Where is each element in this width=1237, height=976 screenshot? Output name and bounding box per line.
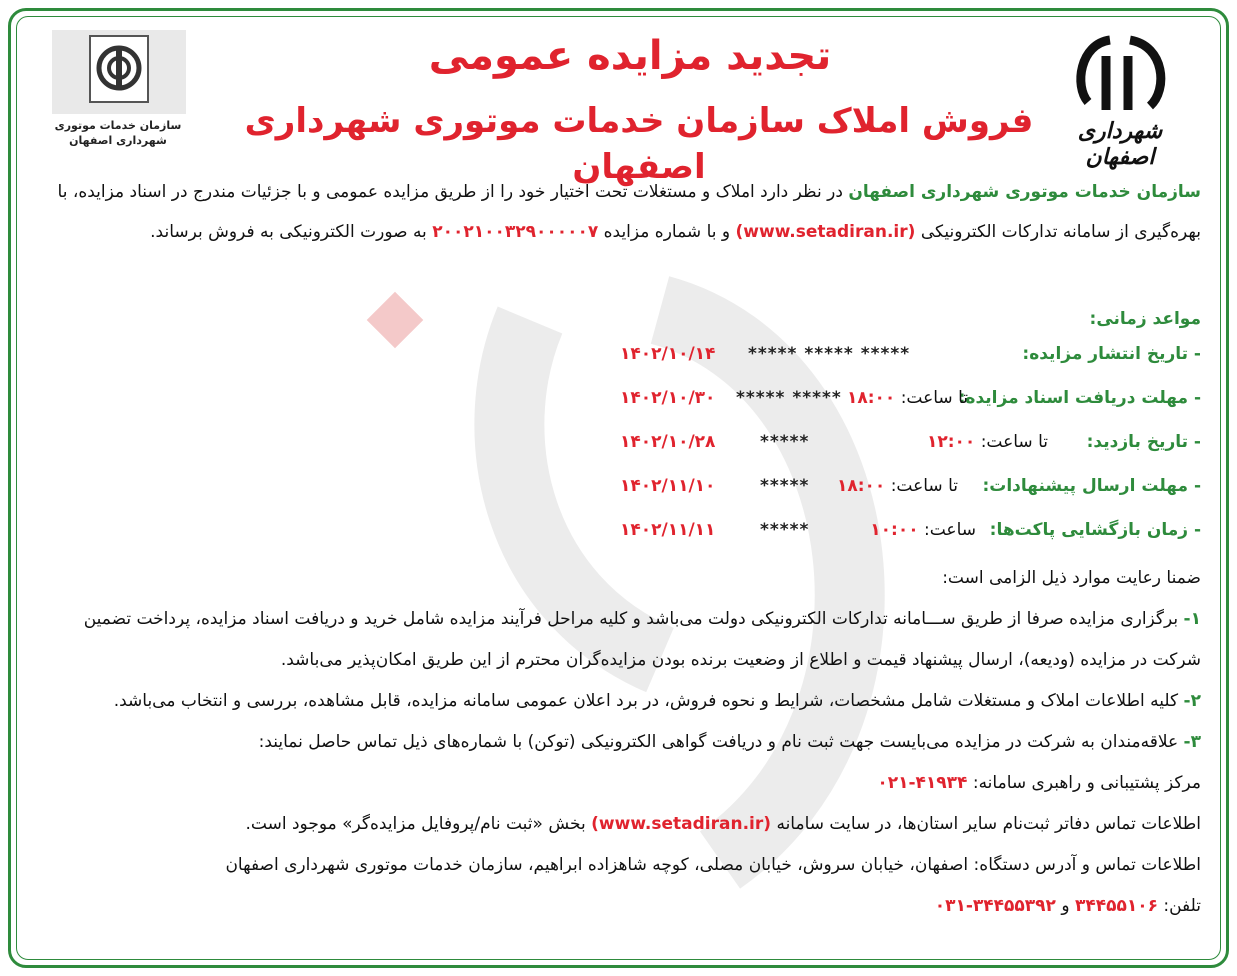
schedule-date-proposals: ۱۴۰۲/۱۱/۱۰ xyxy=(620,476,716,496)
left-logo-caption-line2: شهرداری اصفهان xyxy=(69,134,167,147)
website-link[interactable]: (www.setadiran.ir) xyxy=(735,222,916,242)
schedule-heading: مواعد زمانی: xyxy=(1089,309,1201,329)
intro-paragraph xyxy=(36,172,1201,252)
schedule-stars-documents: ***** ***** xyxy=(736,388,842,408)
schedule-label-opening: - زمان بازگشایی پاکت‌ها: xyxy=(989,520,1201,540)
schedule-date-publish: ۱۴۰۲/۱۰/۱۴ xyxy=(620,344,716,364)
schedule-time-visit: تا ساعت: ۱۲:۰۰ xyxy=(926,432,1048,452)
schedule-date-opening: ۱۴۰۲/۱۱/۱۱ xyxy=(620,520,716,540)
schedule-time-documents: تا ساعت: ۱۸:۰۰ xyxy=(846,388,968,408)
contact-site-link[interactable]: (www.setadiran.ir) xyxy=(591,814,772,834)
schedule-time-proposals: تا ساعت: ۱۸:۰۰ xyxy=(836,476,958,496)
notes-intro: ضمنا رعایت موارد ذیل الزامی است: xyxy=(942,568,1201,588)
intro-text-2: و با شماره مزایده xyxy=(598,222,736,242)
right-logo-caption: شهرداری اصفهان xyxy=(1077,118,1163,170)
support-phone: ۴۱۹۳۴-۰۲۱ xyxy=(877,773,968,793)
notice-subtitle: فروش املاک سازمان خدمات موتوری شهرداری اصفهان xyxy=(244,101,1034,187)
left-logo xyxy=(52,30,186,114)
schedule-stars-publish: ***** ***** ***** xyxy=(748,344,911,364)
note-item-2: ۲- کلیه اطلاعات املاک و مستغلات شامل مشخصات، شرایط و نحوه فروش، در برد اعلان عمومی سامانه مزایده، قابل مشاهده، بررسی و انتخاب می‌باشد. xyxy=(113,691,1201,711)
intro-text-3: به صورت الکترونیکی به فروش برساند. xyxy=(150,222,433,242)
phone-2: ۳۴۴۵۵۳۹۲-۰۳۱ xyxy=(934,896,1056,916)
schedule-stars-opening: ***** xyxy=(760,520,810,540)
contact-line: اطلاعات تماس دفاتر ثبت‌نام سایر استان‌ها، در سایت سامانه (www.setadiran.ir) بخش «ثبت نام/پروفایل مزایده‌گر» موجود است. xyxy=(245,814,1201,834)
intro-text-1: در نظر دارد املاک و مستغلات تحت اختیار خود را از طریق مزایده عمومی و با جزئیات مندرج در اسناد مزایده، با بهره‌گیری از سامانه تدارکات الکترونیکی xyxy=(57,182,1201,242)
left-logo-caption xyxy=(30,118,206,148)
support-line: مرکز پشتیبانی و راهبری سامانه: ۴۱۹۳۴-۰۲۱ xyxy=(877,773,1201,793)
schedule-label-publish: - تاریخ انتشار مزایده: xyxy=(1022,344,1201,364)
phone-line: تلفن: ۳۴۴۵۵۱۰۶ و ۳۴۴۵۵۳۹۲-۰۳۱ xyxy=(934,896,1201,916)
schedule-time-opening: ساعت: ۱۰:۰۰ xyxy=(870,520,976,540)
notice-title: تجدید مزایده عمومی xyxy=(428,33,832,79)
schedule-stars-proposals: ***** xyxy=(760,476,810,496)
org-name: سازمان خدمات موتوری شهرداری اصفهان xyxy=(848,182,1201,202)
notes-section xyxy=(36,558,1201,927)
schedule-date-documents: ۱۴۰۲/۱۰/۳۰ xyxy=(620,388,716,408)
note-item-1: ۱- برگزاری مزایده صرفا از طریق ســـامانه تدارکات الکترونیکی دولت می‌باشد و کلیه مراحل فرآیند مزایده شامل خرید و دریافت اسناد مزایده، پرداخت تضمین شرکت در مزایده (ودیعه)، ارسال پیشنهاد قیمت و اطلاع از وضعیت برنده بودن مزایده‌گران محترم از این طریق امکان‌پذیر می‌باشد. xyxy=(83,609,1201,670)
schedule-stars-visit: ***** xyxy=(760,432,810,452)
auction-number: ۲۰۰۲۱۰۰۳۲۹۰۰۰۰۰۷ xyxy=(432,222,599,242)
schedule-label-proposals: - مهلت ارسال پیشنهادات: xyxy=(982,476,1201,496)
phone-1: ۳۴۴۵۵۱۰۶ xyxy=(1074,896,1158,916)
address-line: اطلاعات تماس و آدرس دستگاه: اصفهان، خیابان سروش، خیابان مصلی، کوچه شاهزاده ابراهیم، سازمان خدمات موتوری شهرداری اصفهان xyxy=(225,855,1201,875)
note-item-3: ۳- علاقه‌مندان به شرکت در مزایده می‌بایست جهت ثبت نام و دریافت گواهی الکترونیکی (توکن) با شماره‌های ذیل تماس حاصل نمایند: xyxy=(258,732,1201,752)
schedule-label-visit: - تاریخ بازدید: xyxy=(1086,432,1201,452)
left-logo-caption-line1: سازمان خدمات موتوری xyxy=(54,119,182,132)
schedule-label-documents: - مهلت دریافت اسناد مزایده: xyxy=(958,388,1201,408)
schedule-date-visit: ۱۴۰۲/۱۰/۲۸ xyxy=(620,432,716,452)
